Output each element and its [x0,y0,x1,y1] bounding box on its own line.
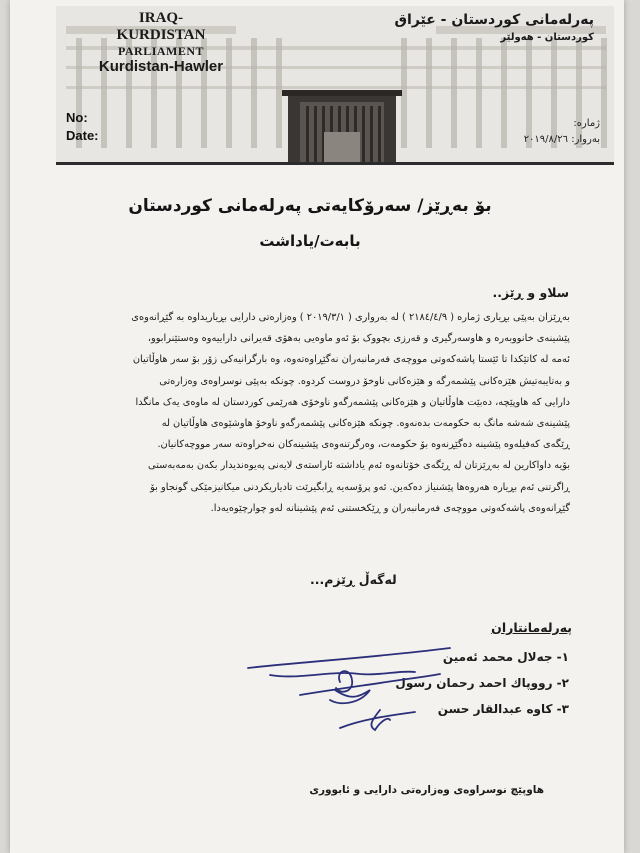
signatory-2: ٢- رووپاك احمد رحمان رسول [395,676,569,690]
date-label: Date: [66,128,99,143]
attachment-note: هاوپێچ نوسراوەی وەزارەتی دارایی و ئابووری [309,784,544,796]
reference-number-label: ژمارە: [573,118,600,129]
body-line: پێشینەی خانووبەرە و هاوسەرگیری و قەرزی بچووک بۆ ئەو ماوەیی بەهۆی قەیرانی داراییەوە وەستێنرابوو، [147,333,570,345]
header-iraq-kurdistan: IRAQ- KURDISTAN [116,10,206,44]
body-line: ڕاگرتنی ئەم بڕیارە هەروەها پێشنیاز دەکەین. ئەو پرۆسەیە ڕابگیرێت تادیاریکردنی میکانیزمێکی گونجاو بۆ [150,481,570,493]
subject: بابەت/یاداشت [259,232,361,250]
english-header [96,10,226,76]
number-label: No: [66,110,88,125]
closing: لەگەڵ ڕێزم... [310,572,397,587]
body-line: بەڕێزان بەپێی بڕیاری ژمارە ( ٢١٨٤/٤/٩ ) لە بەرواری ( ٢٠١٩/٣/١ ) وەزارەتی دارایی بڕیاریداوە بە گێڕانەوەی [131,312,570,323]
signatory-3: ٣- كاوە عبدالقار حسن [437,702,569,716]
letter-date: بەروار: ٢٠١٩/٨/٢٦ [523,134,600,145]
signatories-title: پەرلەمانتاران [491,620,572,635]
body-line: گێڕانەوەی پاشەکەوتی مووچەی فەرمانبەران و ڕێکخستنی ئەم پێشینانە لەو چوارچێوەیەدا. [210,502,570,514]
body-line: پێشینەی شەشە مانگ بە حکومەت بدەنەوە. چونکە هێزەکانی پێشمەرگەو ناوخۆ هاوشێوەی هاوڵاتیان لە [161,418,570,430]
addressee: بۆ بەڕێز/ سەرۆکایەتی پەرلەمانی کوردستان [128,196,492,216]
handwritten-signatures [240,640,460,740]
letter-body [80,307,570,519]
greeting: سلاو و ڕێز.. [492,285,569,300]
header-parliament: PARLIAMENT [117,43,205,58]
letterhead [56,6,614,165]
body-line: بۆیە داواکارین لە بەڕێزتان لە ڕێگەی خۆتانەوە ئەم یاداشتە ئاراستەی لایەنی پەیوەندیدار بکەن بەمەبەستی [148,460,570,472]
header-ku-city: کوردستان - هەولێر [500,32,594,43]
header-city: Kurdistan-Hawler [98,58,224,76]
kurdish-header [395,12,595,43]
body-line: دارایی کە هاوپێچە، دەبێت هاوڵاتیان و هێزەکانی پێشمەرگەو ناوخۆی هەرێمی کوردستان لە ماوەی یەک مانگدا [135,396,570,408]
header-ku-parliament: پەرلەمانی کوردستان - عێراق [394,12,594,28]
letter-page [10,0,624,853]
body-line: و بەتایبەتیش هێزەکانی پێشمەرگە و هێزەکانی ناوخۆ دروست کردوە. چونکە بەپێی نوسراوەی وەزارەتی [159,375,570,387]
body-line: ڕێگەی کەفیلەوە پێشینە دەگێڕنەوە بۆ حکومەت، وەرگرتنەوەی پێشینەکان نەخراوەتە سەر مووچەکانیان. [157,439,570,451]
signatory-1: ١- جەلال محمد ئەمین [442,650,569,664]
body-line: ئەمە لە کاتێکدا تا ئێستا پاشەکەوتی مووچەی فەرمانبەران نەگێڕاوەتەوە، وە بارگرانیەکی زۆر بۆ سەر هاوڵاتیان [132,354,570,366]
